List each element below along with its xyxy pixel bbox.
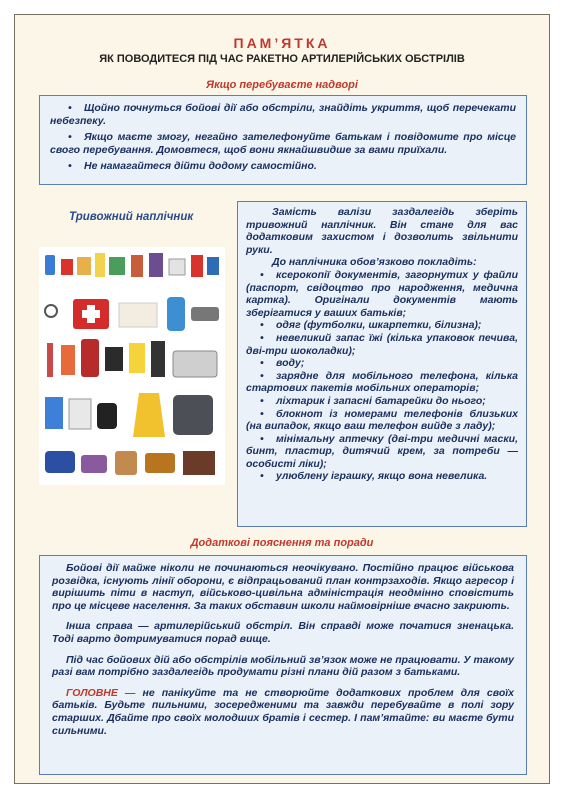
main-emphasis: ГОЛОВНЕ — <box>66 686 136 699</box>
bag-intro: Замість валізи заздалегідь зберіть тривожний наплічник. Він стане для вас додатковим захистом і дозволить звільнити руки. <box>246 206 518 256</box>
tips-paragraph: Під час бойових дій або обстрілів мобільний зв’язок може не працювати. У такому разі вам потрібно заздалегідь продумати різні плани дій разом з батьками. <box>52 653 514 679</box>
list-item: • одяг (футболки, шкарпетки, білизна); <box>260 319 482 332</box>
bag-heading: Тривожний наплічник <box>69 211 194 223</box>
tips-paragraph: ГОЛОВНЕ — не панікуйте та не створюйте додаткових проблем для своїх батьків. Будьте пильними, зосередженими та завжди перебувайте в полі зору старших. Дбайте про своїх молодших братів і сестер. І пам’ятайте: ви маєте бути сильними. <box>52 686 514 737</box>
list-item: • невеликий запас їжі (кілька упаковок печива, дві-три шоколадки); <box>246 331 518 357</box>
bag-box <box>237 201 527 527</box>
outside-heading: Якщо перебуваєте надворі <box>206 79 358 91</box>
page-subtitle: ЯК ПОВОДИТЕСЯ ПІД ЧАС РАКЕТНО АРТИЛЕРІЙСЬКИХ ОБСТРІЛІВ <box>99 53 465 65</box>
tips-box <box>39 555 527 775</box>
list-item: • ліхтарик і запасні батарейки до нього; <box>260 394 486 407</box>
list-item: • блокнот із номерами телефонів близьких (на випадок, якщо ваш телефон вийде з ладу); <box>246 407 518 433</box>
list-item: • Щойно почнуться бойові дії або обстріли, знайдіть укриття, щоб перечекати небезпеку. <box>50 102 516 127</box>
memo-page <box>14 14 550 784</box>
list-item: • воду; <box>260 357 305 370</box>
list-item: • зарядне для мобільного телефона, кілька стартових пакетів мобільних операторів; <box>246 369 518 395</box>
list-item: • Не намагайтеся дійти додому самостійно. <box>68 160 317 173</box>
page-title: ПАМ’ЯТКА <box>233 35 331 51</box>
list-item: • мінімальну аптечку (дві-три медичні маски, бинт, пластир, дитячий крем, за потреби — особисті ліки); <box>246 432 518 470</box>
emergency-bag-items-illustration <box>39 247 225 485</box>
list-item: • ксерокопії документів, загорнутих у файли (паспорт, свідоцтво про народження, медична картка). Оригінали документів мають зберігатися у ваших батьків; <box>246 268 518 319</box>
list-item: • Якщо маєте змогу, негайно зателефонуйте батькам і повідомите про місце свого перебування. Домовтеся, щоб вони якнайшвидше за вами приїхали. <box>50 131 516 156</box>
tips-heading: Додаткові пояснення та поради <box>190 537 374 549</box>
tips-paragraph: Інша справа — артилерійський обстріл. Він справді може початися зненацька. Тоді варто дотримуватися порад вище. <box>52 620 514 645</box>
outside-box <box>39 95 527 185</box>
list-item: • улюблену іграшку, якщо вона невелика. <box>260 470 488 483</box>
tips-paragraph: Бойові дії майже ніколи не починаються неочікувано. Постійно працює військова розвідка, існують лінії оборони, є відпрацьований план контрзаходів. Якщо агресор і вирішить піти в наступ, військово-цивільна адміністрація неодмінно сповістить про це місцеве населення. За таких обставин школи наймовірніше вчасно закриють. <box>52 562 514 612</box>
bag-lead: До наплічника обов’язково покладіть: <box>272 256 477 269</box>
